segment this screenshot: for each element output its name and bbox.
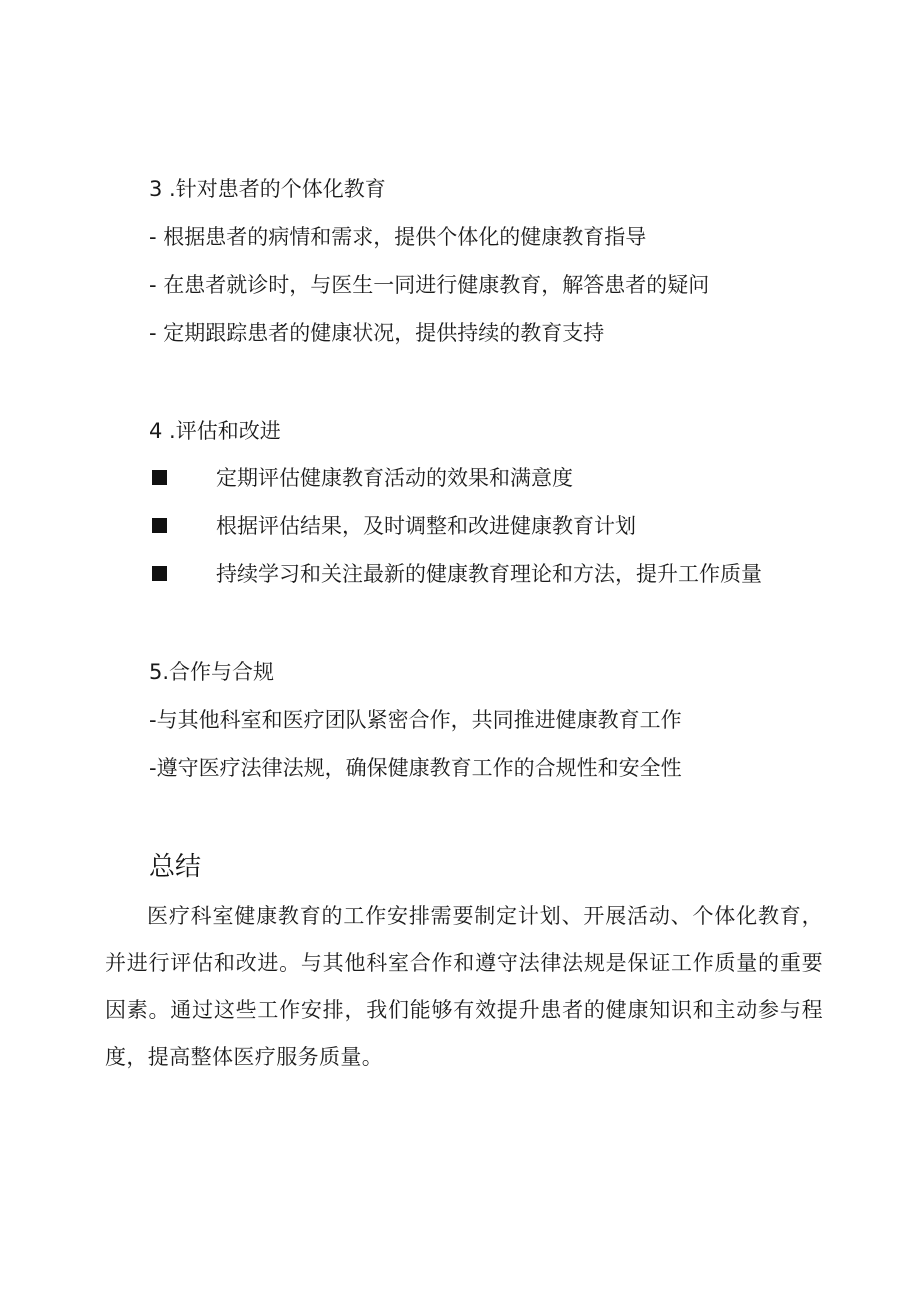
section-3-item: - 在患者就诊时，与医生一同进行健康教育，解答患者的疑问 bbox=[149, 273, 710, 297]
section-5-item: -与其他科室和医疗团队紧密合作，共同推进健康教育工作 bbox=[149, 708, 682, 732]
square-bullet-icon bbox=[152, 470, 167, 485]
section-4-title: 4 .评估和改进 bbox=[149, 419, 281, 443]
section-3-title: 3 .针对患者的个体化教育 bbox=[149, 177, 386, 201]
square-bullet-icon bbox=[152, 518, 167, 533]
section-3-item: - 定期跟踪患者的健康状况，提供持续的教育支持 bbox=[149, 321, 605, 345]
summary-paragraph: 医疗科室健康教育的工作安排需要制定计划、开展活动、个体化教育，并进行评估和改进。与其他科室合作和遵守法律法规是保证工作质量的重要因素。通过这些工作安排，我们能够有效提升患者的健康知识和主动参与程度，提高整体医疗服务质量。 bbox=[105, 904, 823, 1069]
section-5-item: -遵守医疗法律法规，确保健康教育工作的合规性和安全性 bbox=[149, 756, 682, 780]
section-4-item: 根据评估结果，及时调整和改进健康教育计划 bbox=[216, 514, 636, 538]
section-4-item: 持续学习和关注最新的健康教育理论和方法，提升工作质量 bbox=[216, 562, 762, 586]
section-5-title: 5.合作与合规 bbox=[149, 660, 275, 684]
section-4-item: 定期评估健康教育活动的效果和满意度 bbox=[216, 466, 573, 490]
summary-heading: 总结 bbox=[149, 852, 202, 882]
square-bullet-icon bbox=[152, 566, 167, 581]
section-3-item: - 根据患者的病情和需求，提供个体化的健康教育指导 bbox=[149, 225, 647, 249]
